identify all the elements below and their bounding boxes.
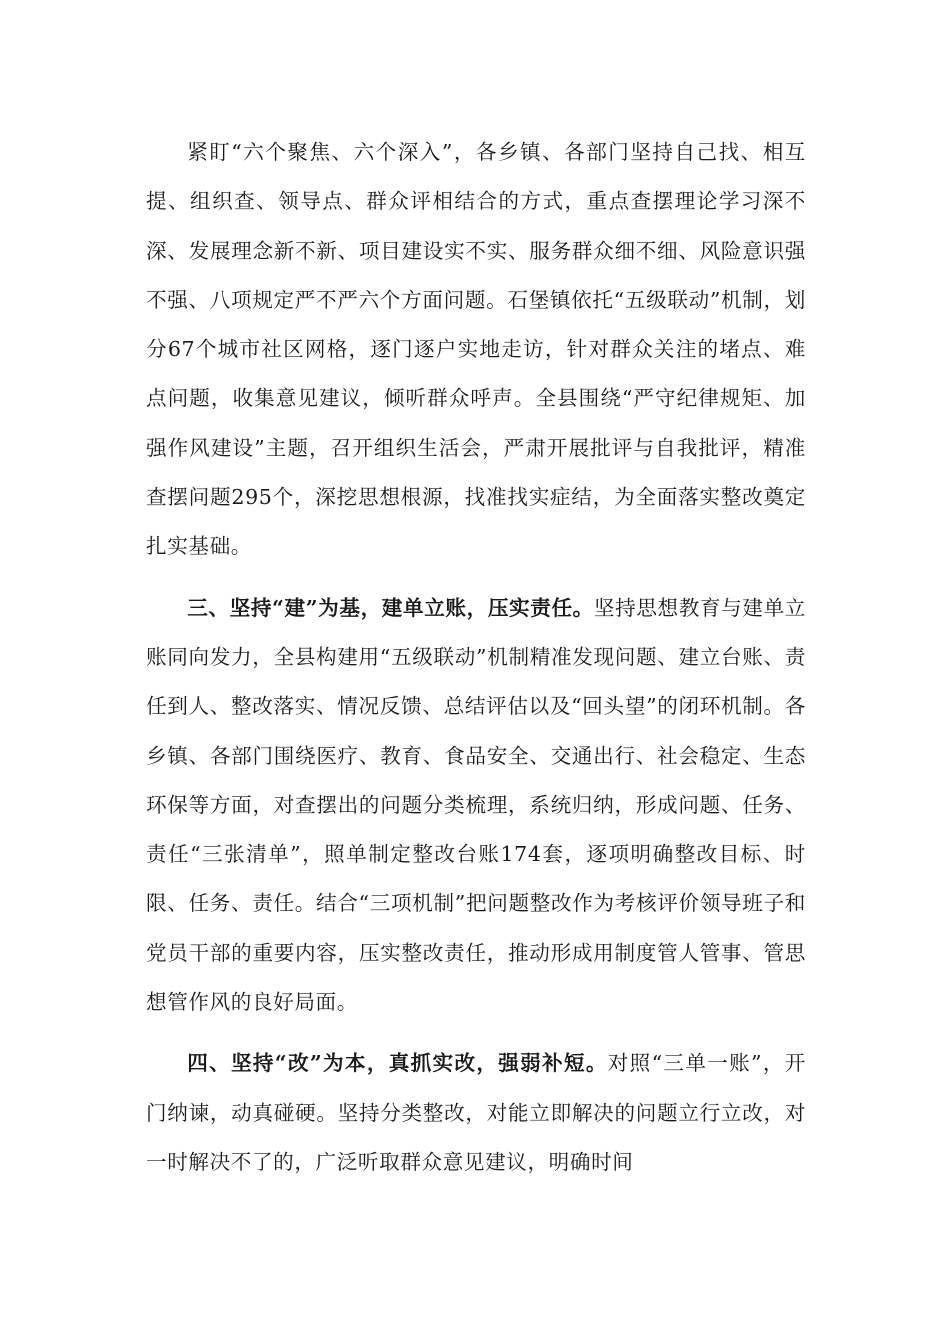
section-3-heading: 三、坚持“建”为基，建单立账，压实责任。 <box>187 595 594 620</box>
paragraph-1-text: 紧盯“六个聚焦、六个深入”，各乡镇、各部门坚持自己找、相互提、组织查、领导点、群众评相结合的方式，重点查摆理论学习深不深、发展理念新不新、项目建设实不实、服务群众细不细、风险意识强不强、八项规定严不严六个方面问题。石堡镇依托“五级联动”机制，划分67个城市社区网格，逐门逐户实地走访，针对群众关注的堵点、难点问题，收集意见建议，倾听群众呼声。全县围绕“严守纪律规矩、加强作风建设”主题，召开组织生活会，严肃开展批评与自我批评，精准查摆问题295个，深挖思想根源，找准找实症结，为全面落实整改奠定扎实基础。 <box>146 140 806 559</box>
paragraph-2-text: 坚持思想教育与建单立账同向发力，全县构建用“五级联动”机制精准发现问题、建立台账、责任到人、整改落实、情况反馈、总结评估以及“回头望”的闭环机制。各乡镇、各部门围绕医疗、教育、食品安全、交通出行、社会稳定、生态环保等方面，对查摆出的问题分类梳理，系统归纳，形成问题、任务、责任“三张清单”，照单制定整改台账174套，逐项明确整改目标、时限、任务、责任。结合“三项机制”把问题整改作为考核评价领导班子和党员干部的重要内容，压实整改责任，推动形成用制度管人管事、管思想管作风的良好局面。 <box>146 595 806 1015</box>
paragraph-3-text: 对照“三单一账”，开门纳谏，动真碰硬。坚持分类整改，对能立即解决的问题立行立改，对一时解决不了的，广泛听取群众意见建议，明确时间 <box>146 1051 806 1174</box>
section-4-heading: 四、坚持“改”为本，真抓实改，强弱补短。 <box>187 1051 608 1076</box>
document-body <box>146 128 806 1199</box>
paragraph-3 <box>146 1039 806 1187</box>
paragraph-2 <box>146 584 806 1028</box>
paragraph-1 <box>146 128 806 572</box>
